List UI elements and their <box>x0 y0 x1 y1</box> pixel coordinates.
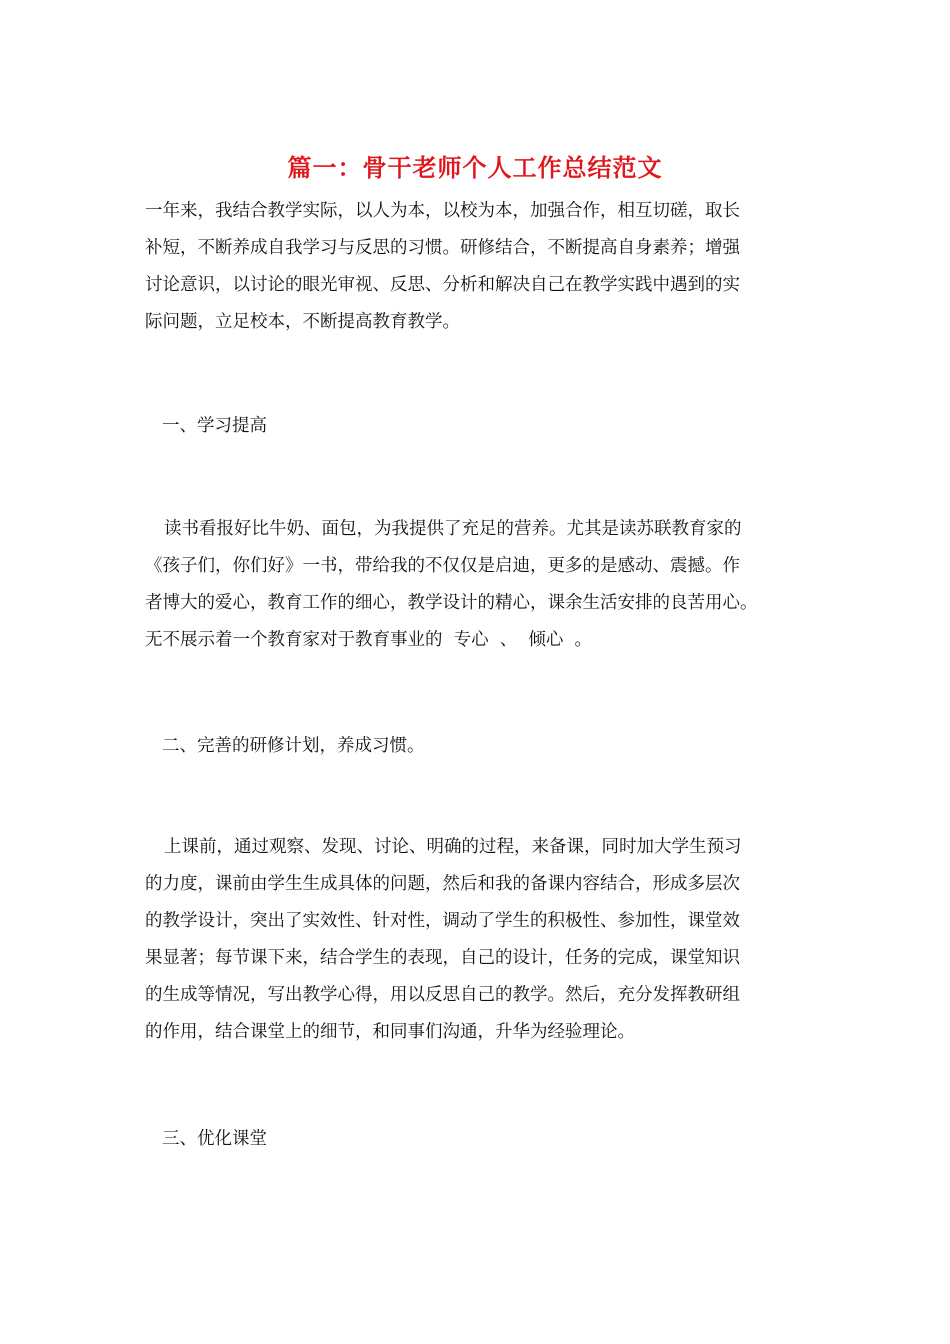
intro-line-1: 一年来，我结合教学实际，以人为本，以校为本，加强合作，相互切磋，取长 <box>145 201 740 221</box>
section-2-line-5: 的生成等情况，写出教学心得，用以反思自己的教学。然后，充分发挥教研组 <box>145 985 740 1005</box>
section-2-line-3: 的教学设计，突出了实效性、针对性，调动了学生的积极性、参加性，课堂效 <box>145 911 740 931</box>
intro-paragraph <box>145 193 805 341</box>
intro-line-3: 讨论意识，以讨论的眼光审视、反思、分析和解决自己在教学实践中遇到的实 <box>145 275 740 295</box>
section-1-line-3: 者博大的爱心，教育工作的细心，教学设计的精心，课余生活安排的良苦用心。 <box>145 593 758 613</box>
section-2-line-6: 的作用，结合课堂上的细节，和同事们沟通，升华为经验理论。 <box>145 1022 635 1042</box>
section-2-line-2: 的力度，课前由学生生成具体的问题，然后和我的备课内容结合，形成多层次 <box>145 874 740 894</box>
intro-line-4: 际问题，立足校本，不断提高教育教学。 <box>145 312 460 332</box>
section-1-heading: 一、学习提高 <box>162 416 267 436</box>
intro-line-2: 补短，不断养成自我学习与反思的习惯。研修结合，不断提高自身素养；增强 <box>145 238 740 258</box>
section-1-paragraph <box>145 511 805 659</box>
section-2-line-1: 上课前，通过观察、发现、讨论、明确的过程，来备课，同时加大学生预习 <box>164 837 742 857</box>
section-1-line-4: 无不展示着一个教育家对于教育事业的 专心 、 倾心 。 <box>145 630 593 650</box>
section-2-heading: 二、完善的研修计划，养成习惯。 <box>162 736 425 756</box>
document-title: 篇一：骨干老师个人工作总结范文 <box>287 153 663 182</box>
section-3-heading: 三、优化课堂 <box>162 1129 267 1149</box>
section-1-line-2: 《孩子们，你们好》一书，带给我的不仅仅是启迪，更多的是感动、震撼。作 <box>145 556 740 576</box>
section-2-line-4: 果显著；每节课下来，结合学生的表现，自己的设计，任务的完成，课堂知识 <box>145 948 740 968</box>
section-1-line-1: 读书看报好比牛奶、面包，为我提供了充足的营养。尤其是读苏联教育家的 <box>164 519 742 539</box>
section-2-paragraph <box>145 829 805 1051</box>
